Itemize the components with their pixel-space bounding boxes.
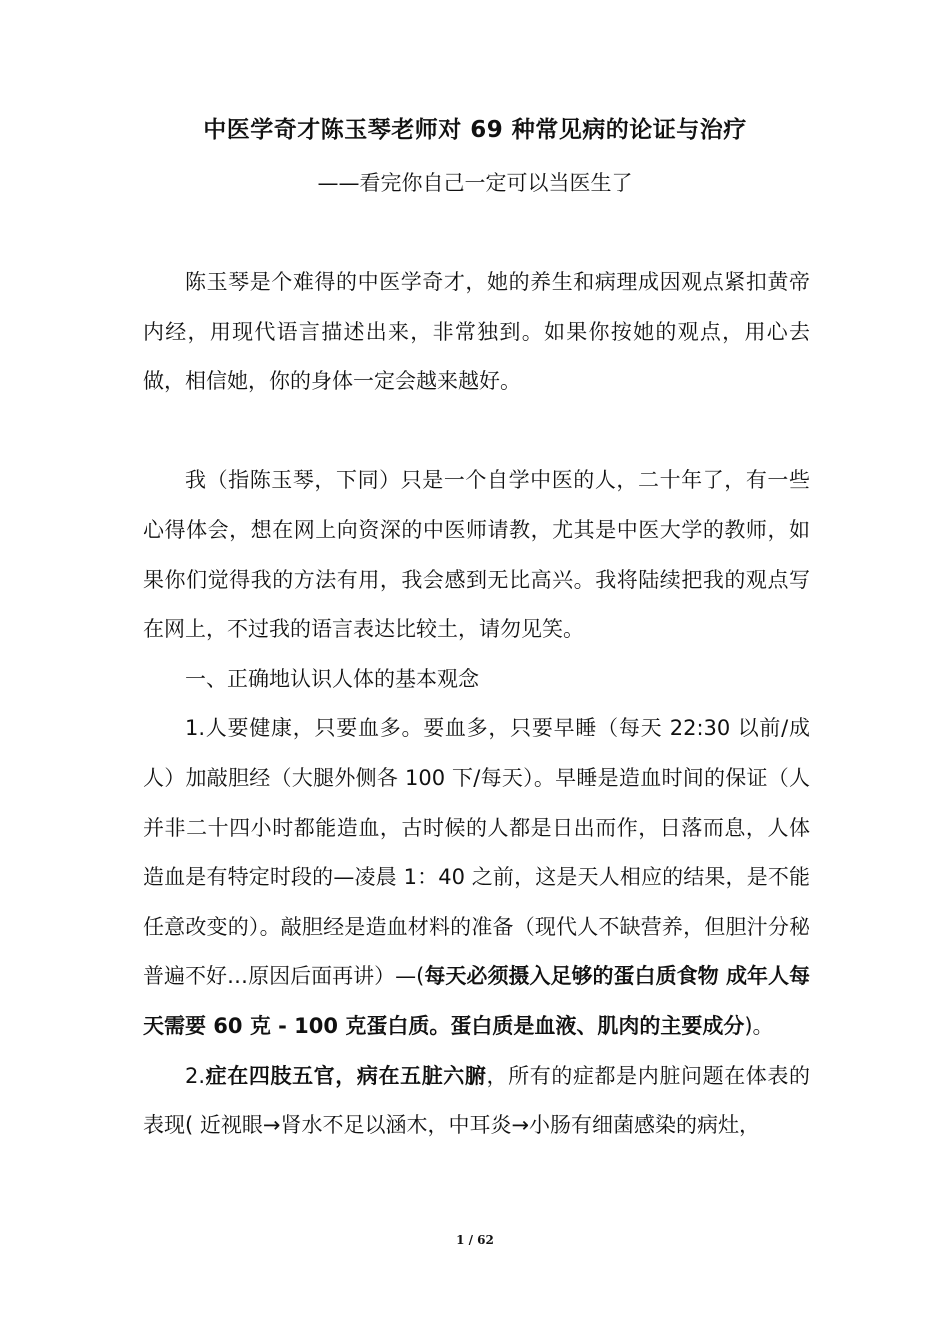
- document-body: [143, 258, 810, 1151]
- paragraph-point-1: [143, 704, 810, 1051]
- document-subtitle: ——看完你自己一定可以当医生了: [317, 171, 633, 195]
- point-1-bold-text: 每天必须摄入足够的蛋白质食物 成年人每天需要 60 克 - 100 克蛋白质。蛋白质是血液、肌肉的主要成分: [143, 964, 810, 1038]
- paragraph-self-introduction: 我（指陈玉琴，下同）只是一个自学中医的人，二十年了，有一些心得体会，想在网上向资深的中医师请教，尤其是中医大学的教师，如果你们觉得我的方法有用，我会感到无比高兴。我将陆续把我的观点写在网上，不过我的语言表达比较土，请勿见笑。: [143, 468, 810, 642]
- section-heading: 一、正确地认识人体的基本观念: [185, 666, 479, 691]
- document-title: 中医学奇才陈玉琴老师对 69 种常见病的论证与治疗: [203, 117, 747, 143]
- point-1-text: 1.人要健康，只要血多。要血多，只要早睡（每天 22:30 以前/成人）加敲胆经（大腿外侧各 100 下/每天）。早睡是造血时间的保证（人并非二十四小时都能造血，古时候的人都是日出而作，日落而息，人体造血是有特定时段的—凌晨 1：40 之前，这是天人相应的结果，是不能任意改变的）。敲胆经是造血材料的准备（现代人不缺营养，但胆汁分秘普遍不好…原因后面再讲）—(: [143, 716, 810, 989]
- point-2-bold-text: 症在四肢五官，病在五脏六腑: [205, 1063, 487, 1088]
- point-2-text: ，所有的症都是内脏问题在体表的表现( 近视眼→肾水不足以涵木，中耳炎→小肠有细菌感染的病灶，: [143, 1063, 811, 1138]
- point-2-number: 2.: [185, 1063, 206, 1088]
- point-1-end: )。: [744, 1013, 774, 1038]
- paragraph-intro: 陈玉琴是个难得的中医学奇才，她的养生和病理成因观点紧扣黄帝内经，用现代语言描述出来，非常独到。如果你按她的观点，用心去做，相信她，你的身体一定会越来越好。: [143, 270, 810, 394]
- page-number: 1 / 62: [456, 1233, 494, 1247]
- paragraph-point-2: [143, 1052, 810, 1151]
